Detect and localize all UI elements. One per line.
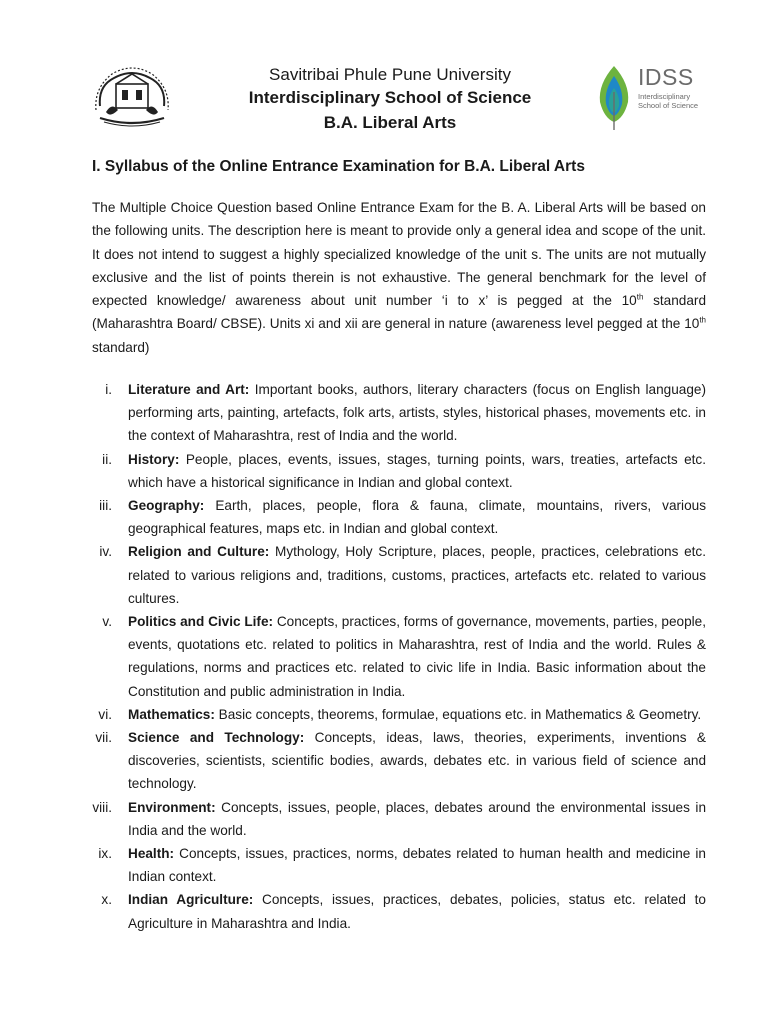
- unit-description: People, places, events, issues, stages, turning points, wars, treaties, artefacts etc. which have a historical significance in Indian and global context.: [128, 451, 706, 490]
- intro-text-3: standard): [92, 339, 150, 355]
- section-heading: I. Syllabus of the Online Entrance Examination for B.A. Liberal Arts: [92, 158, 585, 175]
- unit-name: Religion and Culture:: [128, 544, 270, 560]
- unit-name: Geography:: [128, 498, 205, 514]
- list-item: [0, 796, 768, 842]
- unit-description: Earth, places, people, flora & fauna, climate, mountains, rivers, various geographical features, maps etc. in Indian and global context.: [128, 498, 706, 537]
- unit-number: vii.: [95, 730, 112, 746]
- idss-leaf-icon: [594, 62, 634, 132]
- page-header: [0, 0, 768, 150]
- list-item: [0, 703, 768, 726]
- unit-description: Concepts, practices, forms of governance, movements, parties, people, events, quotations etc. related to politics in Maharashtra, rest of India and the world. Rules & regulations, norms and practices etc. related to civic life in India. Basic information about the Constitution and public administration in India.: [128, 614, 707, 699]
- unit-name: Science and Technology:: [128, 730, 305, 746]
- list-item: [0, 726, 768, 796]
- intro-text-1: The Multiple Choice Question based Online Entrance Exam for the B. A. Liberal Arts will be based on the following units. The description here is meant to provide only a general idea and scope of the unit. It does not intend to suggest a highly specialized knowledge of the unit s. The units are not mutually exclusive and the list of points therein is not exhaustive. The general benchmark for the level of expected knowledge/ awareness about unit number ‘i to x’ is pegged at the 10: [92, 200, 706, 309]
- unit-description: Concepts, ideas, laws, theories, experiments, inventions & discoveries, scientists, scientific bodies, awards, debates etc. in various field of science and technology.: [128, 730, 707, 792]
- intro-sup-2: th: [699, 315, 706, 325]
- unit-name: Indian Agriculture:: [128, 892, 254, 908]
- unit-number: iii.: [99, 498, 112, 514]
- school-name: Interdisciplinary School of Science: [248, 88, 532, 107]
- unit-number: v.: [102, 614, 112, 630]
- list-item: [0, 494, 768, 540]
- logo-subtext-line2: School of Science: [638, 101, 699, 110]
- unit-description: Important books, authors, literary characters (focus on English language) performing arts, painting, artefacts, folk arts, artists, styles, historical phases, movements etc. in the context of Maharashtra, rest of India and the world.: [128, 382, 707, 444]
- unit-name: Health:: [128, 846, 175, 862]
- unit-number: ii.: [102, 451, 112, 467]
- unit-number: x.: [101, 892, 112, 908]
- logo-wordmark: IDSS: [638, 64, 694, 90]
- list-item: [0, 378, 768, 448]
- university-seal-icon: [92, 66, 172, 128]
- list-item: [0, 842, 768, 888]
- unit-number: ix.: [98, 846, 112, 862]
- unit-name: Mathematics:: [128, 706, 215, 722]
- list-item: [0, 540, 768, 610]
- list-item: [0, 610, 768, 703]
- unit-number: i.: [105, 382, 112, 397]
- unit-number: iv.: [99, 544, 112, 560]
- list-item: [0, 888, 768, 934]
- unit-description: Concepts, issues, practices, norms, debates related to human health and medicine in Indian context.: [128, 846, 706, 885]
- unit-number: viii.: [92, 799, 112, 815]
- unit-name: Politics and Civic Life:: [128, 614, 274, 630]
- intro-text-2: standard (Maharashtra Board/ CBSE). Units xi and xii are general in nature (awareness level pegged at the 10: [92, 293, 707, 332]
- unit-name: Environment:: [128, 799, 216, 815]
- logo-subtext-line1: Interdisciplinary: [638, 92, 691, 101]
- unit-name: Literature and Art:: [128, 382, 250, 397]
- intro-paragraph: [92, 196, 706, 359]
- intro-sup-1: th: [636, 292, 644, 302]
- unit-list: [0, 378, 768, 935]
- idss-logo: [594, 62, 704, 132]
- unit-description: Concepts, issues, people, places, debates around the environmental issues in India and the world.: [128, 799, 706, 838]
- unit-description: Basic concepts, theorems, formulae, equations etc. in Mathematics & Geometry.: [214, 706, 702, 722]
- unit-name: History:: [128, 451, 180, 467]
- programme-name: B.A. Liberal Arts: [323, 113, 457, 132]
- header-titles: [200, 64, 580, 136]
- unit-number: vi.: [98, 706, 112, 722]
- university-name: Savitribai Phule Pune University: [269, 65, 511, 84]
- unit-description: Concepts, issues, practices, debates, policies, status etc. related to Agriculture in Maharashtra and India.: [128, 892, 706, 931]
- logo-subtext: [638, 92, 698, 110]
- unit-description: Mythology, Holy Scripture, places, people, practices, celebrations etc. related to various religions and, traditions, customs, practices, artefacts etc. related to various cultures.: [128, 544, 706, 606]
- list-item: [0, 448, 768, 494]
